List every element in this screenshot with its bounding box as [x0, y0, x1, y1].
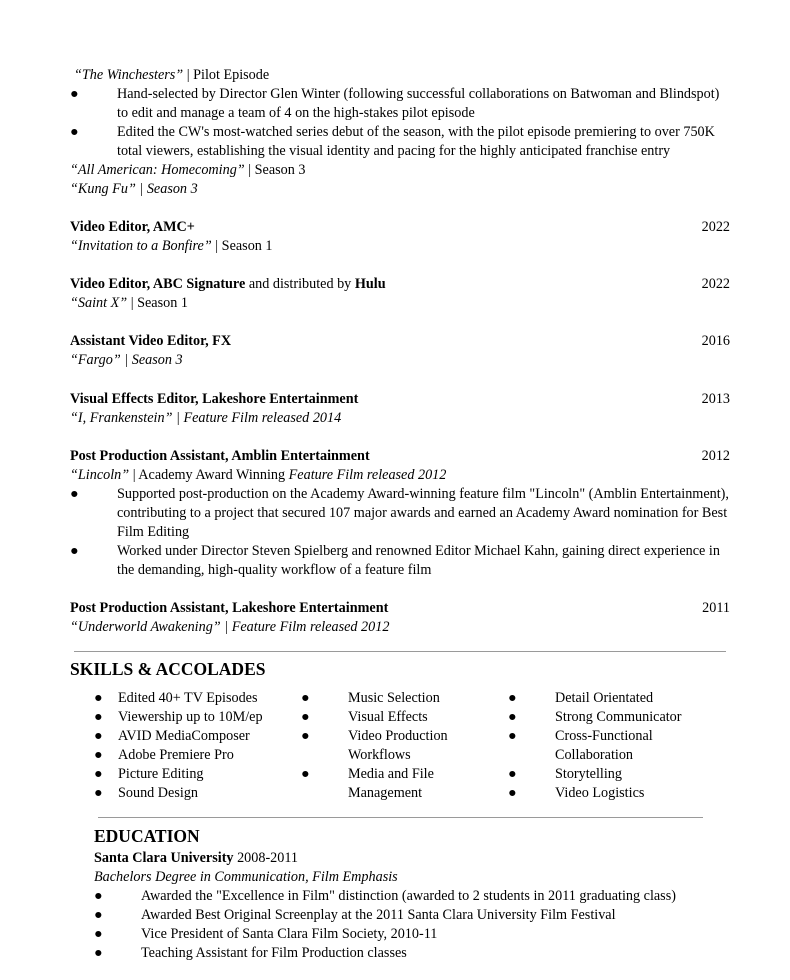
show-detail: | Season 3 — [135, 181, 198, 197]
skill-item-continued: Management — [348, 785, 423, 801]
skill-item: Adobe Premiere Pro — [118, 747, 234, 763]
job-header-amc — [70, 218, 730, 237]
skill-item: Video Logistics — [555, 785, 645, 801]
skill-item: Detail Orientated — [555, 690, 654, 706]
job-role-mid: and distributed by — [245, 276, 355, 292]
school-name: Santa Clara University — [94, 850, 234, 866]
job-role: Post Production Assistant, Amblin Entertainment — [70, 448, 370, 464]
list-item — [70, 85, 730, 123]
show-detail: | Feature Film released 2012 — [220, 619, 390, 635]
bullet-icon: ● — [70, 543, 79, 559]
bullet-icon: ● — [94, 709, 103, 725]
show-detail: | Feature Film released 2014 — [172, 410, 342, 426]
degree: Bachelors Degree in Communication, Film Emphasis — [94, 869, 398, 885]
bullet-icon: ● — [94, 690, 103, 706]
bullet-icon: ● — [70, 486, 79, 502]
show-detail: | Pilot Episode — [183, 67, 270, 83]
job-header-lakeshore-ppa — [70, 599, 730, 618]
list-item — [70, 542, 730, 580]
skill-item: Visual Effects — [348, 709, 428, 725]
show-line-kung-fu — [70, 180, 198, 199]
bullet-text: Edited the CW's most-watched series debut of the season, with the pilot episode premiering to over 750K total viewers, establishing the visual identity and pacing for the highly anticipated franchise entry — [117, 124, 715, 159]
school-years: 2008-2011 — [233, 850, 299, 866]
bullet-icon: ● — [508, 728, 517, 744]
skill-item: Video Production — [348, 728, 448, 744]
show-title: “Kung Fu” — [70, 181, 136, 197]
show-detail: | Season 1 — [127, 295, 188, 311]
school-line — [94, 849, 298, 868]
job-year: 2022 — [701, 219, 730, 235]
skill-item: Cross-Functional — [555, 728, 653, 744]
list-item — [70, 485, 730, 542]
job-role: Video Editor, AMC+ — [70, 219, 195, 235]
skill-item: Media and File — [348, 766, 434, 782]
skill-item-continued: Workflows — [348, 747, 411, 763]
job-year: 2013 — [701, 391, 730, 407]
bullet-icon: ● — [70, 124, 79, 140]
show-title: “The Winchesters” — [74, 67, 184, 83]
bullet-icon: ● — [94, 728, 103, 744]
show-detail: | Season 3 — [244, 162, 306, 178]
skill-item: Picture Editing — [118, 766, 204, 782]
show-title: “Lincoln” — [70, 467, 130, 483]
list-item — [94, 925, 734, 944]
job-year: 2016 — [701, 333, 730, 349]
job-header-lakeshore-vfx — [70, 390, 730, 409]
list-item — [94, 906, 734, 925]
skill-item: AVID MediaComposer — [118, 728, 250, 744]
show-title: “Underworld Awakening” — [70, 619, 221, 635]
skill-item: Storytelling — [555, 766, 622, 782]
bullet-text: Hand-selected by Director Glen Winter (following successful collaborations on Batwoman and Blindspot) to edit and manage a team of 4 on the high-stakes pilot episode — [117, 86, 720, 121]
show-title: “Fargo” — [70, 352, 121, 368]
bullet-icon: ● — [94, 945, 103, 961]
job-role: Video Editor, ABC Signature — [70, 276, 246, 292]
bullet-icon: ● — [70, 86, 79, 102]
job-role: Post Production Assistant, Lakeshore Entertainment — [70, 600, 389, 616]
skill-item: Edited 40+ TV Episodes — [118, 690, 258, 706]
job-header-abc — [70, 275, 730, 294]
bullet-icon: ● — [94, 907, 103, 923]
show-title: “All American: Homecoming” — [70, 162, 245, 178]
list-item — [94, 887, 734, 906]
show-line-lincoln — [70, 466, 446, 485]
show-title: “Invitation to a Bonfire” — [70, 238, 212, 254]
show-line-saint-x — [70, 294, 188, 313]
skill-item: Sound Design — [118, 785, 199, 801]
skill-item: Strong Communicator — [555, 709, 682, 725]
skill-item: Music Selection — [348, 690, 440, 706]
job-header-amblin — [70, 447, 730, 466]
show-title: “I, Frankenstein” — [70, 410, 173, 426]
bullet-text: Vice President of Santa Clara Film Society, 2010-11 — [141, 926, 438, 942]
bullet-icon: ● — [94, 785, 103, 801]
bullet-icon: ● — [94, 747, 103, 763]
bullet-text: Worked under Director Steven Spielberg and renowned Editor Michael Kahn, gaining direct experience in the demanding, high-quality workflow of a feature film — [117, 543, 720, 578]
bullet-icon: ● — [508, 785, 517, 801]
job-year: 2022 — [701, 276, 730, 292]
skills-heading: SKILLS & ACCOLADES — [70, 659, 266, 679]
show-detail: | Season 1 — [211, 238, 273, 254]
bullet-icon: ● — [301, 728, 310, 744]
show-line-all-american — [70, 161, 305, 180]
bullet-icon: ● — [508, 709, 517, 725]
skill-item-continued: Collaboration — [555, 747, 634, 763]
show-line-bonfire — [70, 237, 273, 256]
show-line-fargo — [70, 351, 183, 370]
bullet-text: Awarded the "Excellence in Film" distinction (awarded to 2 students in 2011 graduating class) — [141, 888, 676, 904]
education-heading: EDUCATION — [94, 826, 200, 846]
bullet-text: Supported post-production on the Academy Award-winning feature film "Lincoln" (Amblin Entertainment), contributing to a project that secured 107 major awards and earned an Academy Award nomination for Best Film Editing — [117, 486, 729, 540]
section-divider — [98, 817, 703, 818]
job-role: Assistant Video Editor, FX — [70, 333, 232, 349]
job-year: 2012 — [701, 448, 730, 464]
list-item — [94, 944, 734, 963]
show-line-underworld — [70, 618, 389, 637]
list-item — [70, 123, 730, 161]
bullet-icon: ● — [94, 766, 103, 782]
bullet-text: Awarded Best Original Screenplay at the 2011 Santa Clara University Film Festival — [141, 907, 616, 923]
bullet-icon: ● — [301, 766, 310, 782]
bullet-icon: ● — [301, 690, 310, 706]
bullet-icon: ● — [508, 690, 517, 706]
job-year: 2011 — [702, 600, 730, 616]
show-line-frankenstein — [70, 409, 341, 428]
show-line-winchesters — [74, 66, 269, 85]
show-mid: | Academy Award Winning — [129, 467, 289, 483]
bullet-text: Teaching Assistant for Film Production classes — [141, 945, 407, 961]
show-title: “Saint X” — [70, 295, 128, 311]
bullet-icon: ● — [301, 709, 310, 725]
job-distributor: Hulu — [354, 276, 386, 292]
show-detail: | Season 3 — [120, 352, 183, 368]
bullet-icon: ● — [94, 926, 103, 942]
bullet-icon: ● — [508, 766, 517, 782]
show-detail: Feature Film released 2012 — [288, 467, 447, 483]
bullet-icon: ● — [94, 888, 103, 904]
skill-item: Viewership up to 10M/ep — [118, 709, 263, 725]
job-header-fx — [70, 332, 730, 351]
job-role: Visual Effects Editor, Lakeshore Entertainment — [70, 391, 359, 407]
section-divider — [74, 651, 726, 652]
